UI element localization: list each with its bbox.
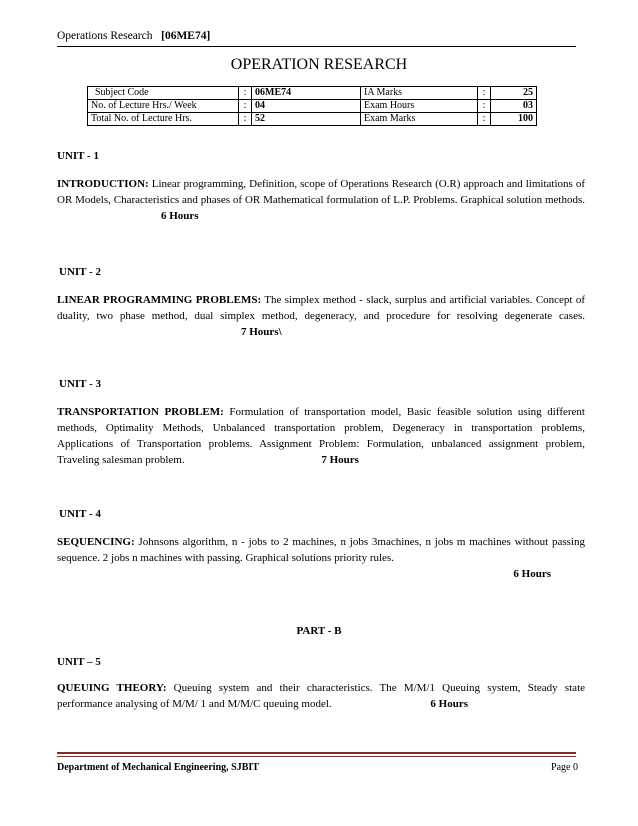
table-row <box>88 87 537 100</box>
footer-rule-thick <box>57 752 576 754</box>
unit-3-heading: TRANSPORTATION PROBLEM: <box>57 406 224 418</box>
unit-4-text: Johnsons algorithm, n - jobs to 2 machines, n jobs 3machines, n jobs m machines without passing sequence. 2 jobs n machines with passing. Graphical solutions priority rules. <box>57 536 585 564</box>
part-b-heading: PART - B <box>296 625 342 637</box>
unit-5-text: Queuing system and their characteristics. The M/M/1 Queuing system, Steady state performance analysing of M/M/ 1 and M/M/C queuing model. <box>57 682 586 710</box>
table-cell: 52 <box>252 113 361 126</box>
unit-1-heading: INTRODUCTION: <box>57 178 149 190</box>
subject-info-table <box>87 86 537 126</box>
unit-1-body <box>57 176 585 224</box>
table-cell: No. of Lecture Hrs./ Week <box>88 100 239 113</box>
running-header <box>57 30 210 42</box>
table-cell: Exam Marks <box>361 113 478 126</box>
unit-4-hours: 6 Hours <box>513 568 551 580</box>
unit-5-label: UNIT – 5 <box>57 656 101 668</box>
table-cell: : <box>239 113 252 126</box>
unit-2-label: UNIT - 2 <box>59 266 101 278</box>
footer-page-number: Page 0 <box>551 762 578 773</box>
table-cell: : <box>478 100 491 113</box>
unit-5-body <box>57 680 585 712</box>
header-course: Operations Research <box>57 30 153 42</box>
unit-2-body <box>57 292 585 340</box>
footer-department: Department of Mechanical Engineering, SJBIT <box>57 762 259 773</box>
table-cell: : <box>239 100 252 113</box>
unit-4-heading: SEQUENCING: <box>57 536 135 548</box>
document-title: OPERATION RESEARCH <box>230 56 408 73</box>
table-cell: 100 <box>491 113 537 126</box>
unit-4-label: UNIT - 4 <box>59 508 101 520</box>
header-code: [06ME74] <box>161 30 211 42</box>
footer-rule-thin <box>57 756 576 757</box>
unit-2-heading: LINEAR PROGRAMMING PROBLEMS: <box>57 294 262 306</box>
unit-4-body <box>57 534 585 582</box>
table-row <box>88 100 537 113</box>
unit-5-heading: QUEUING THEORY: <box>57 682 167 694</box>
table-cell: 04 <box>252 100 361 113</box>
unit-2-text: The simplex method - slack, surplus and artificial variables. Concept of duality, two phase method, dual simplex method, degeneracy, and procedure for resolving degenerate cases. <box>57 294 585 322</box>
table-cell: : <box>478 87 491 100</box>
table-cell: : <box>478 113 491 126</box>
unit-3-label: UNIT - 3 <box>59 378 101 390</box>
table-cell: 06ME74 <box>252 87 361 100</box>
unit-1-text: Linear programming, Definition, scope of Operations Research (O.R) approach and limitations of OR Models, Characteristics and phases of OR Mathematical formulation of L.P. Problems. Graphical solution methods. <box>57 178 585 206</box>
unit-3-text: Formulation of transportation model, Basic feasible solution using different methods, Optimality Methods, Unbalanced transportation problem, Degeneracy in transportation problems, Applications of Transportation problems. Assignment Problem: Formulation, unbalanced assignment problem, Traveling salesman problem. <box>57 406 585 466</box>
unit-3-body <box>57 404 585 468</box>
header-rule <box>57 46 576 47</box>
table-cell: : <box>239 87 252 100</box>
unit-2-hours: 7 Hours\ <box>241 326 282 338</box>
table-cell: 03 <box>491 100 537 113</box>
unit-1-hours: 6 Hours <box>161 210 199 222</box>
unit-5-hours: 6 Hours <box>430 698 468 710</box>
table-cell: 25 <box>491 87 537 100</box>
unit-1-label: UNIT - 1 <box>57 150 99 162</box>
unit-3-hours: 7 Hours <box>321 454 359 466</box>
table-cell: IA Marks <box>361 87 478 100</box>
table-cell: Subject Code <box>88 87 239 100</box>
table-cell: Total No. of Lecture Hrs. <box>88 113 239 126</box>
table-row <box>88 113 537 126</box>
table-cell: Exam Hours <box>361 100 478 113</box>
